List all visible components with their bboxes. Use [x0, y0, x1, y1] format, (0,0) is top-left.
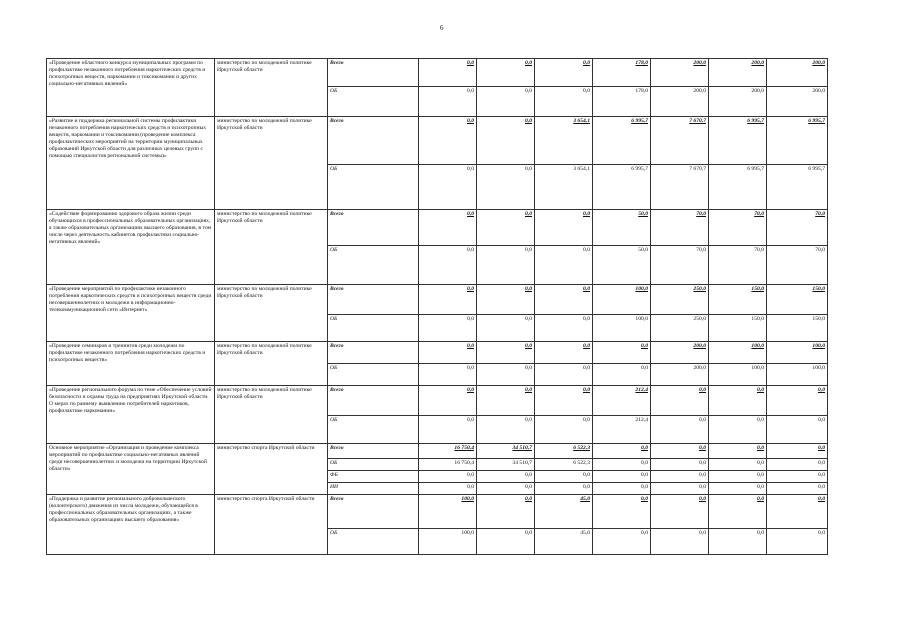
amount-cell: 0,0	[651, 495, 709, 529]
amount-cell: 150,0	[767, 315, 828, 342]
amount-cell: 0,0	[709, 495, 767, 529]
activity-name: «Проведение мероприятий по профилактике незаконного потребления наркотических средств и психотропных веществ среди несовершеннолетних и молодежи в информационно-телекоммуникационной сети «Интернет»	[47, 285, 215, 342]
amount-cell: 100,0	[593, 285, 651, 315]
amount-cell: 0,0	[477, 87, 535, 117]
amount-cell: 34 510,7	[477, 444, 535, 459]
funding-source: Всего	[328, 495, 419, 529]
amount-cell: 0,0	[709, 529, 767, 555]
activity-name: Основное мероприятие «Организация и проведение комплекса мероприятий по профилактике социально-негативных явлений среди несовершеннолетних и молодежи на территории Иркутской области»	[47, 444, 215, 495]
activity-name: «Развитие и поддержка региональной системы профилактики незаконного потребления наркотических средств и психотропных веществ, наркомании и токсикомании (проведение комплекса профилактических мероприятий на территории муниципальных образований Иркутской области для различных целевых групп с помощью специалистов региональной системы)»	[47, 117, 215, 210]
table-row	[47, 117, 828, 165]
amount-cell: 0,0	[593, 459, 651, 471]
amount-cell: 0,0	[477, 285, 535, 315]
amount-cell: 200,0	[709, 59, 767, 87]
amount-cell: 0,0	[767, 416, 828, 444]
funding-source: ОБ	[328, 529, 419, 555]
amount-cell: 0,0	[767, 495, 828, 529]
amount-cell: 0,0	[477, 416, 535, 444]
table-row	[47, 495, 828, 529]
amount-cell: 45,0	[535, 495, 593, 529]
amount-cell: 0,0	[419, 471, 477, 483]
amount-cell: 0,0	[477, 165, 535, 210]
amount-cell: 0,0	[477, 495, 535, 529]
amount-cell: 0,0	[477, 210, 535, 246]
executor-cell: министерство по молодежной политике Иркутской области	[215, 210, 328, 285]
funding-source: ОБ	[328, 416, 419, 444]
amount-cell: 0,0	[477, 315, 535, 342]
amount-cell: 250,0	[651, 315, 709, 342]
activity-name: «Проведение регионального форума по теме «Обеспечение условий безопасности и охраны труда на предприятиях Иркутской области. О мерах по раннему выявлению потребителей наркотиков, профилактике наркомании»	[47, 386, 215, 444]
executor-cell: министерство по молодежной политике Иркутской области	[215, 342, 328, 386]
amount-cell: 0,0	[535, 416, 593, 444]
funding-source: Всего	[328, 117, 419, 165]
activity-name: «Проведение семинаров и тренингов среди молодежи по профилактике незаконного потребления наркотических средств и психотропных веществ»	[47, 342, 215, 386]
amount-cell: 34 510,7	[477, 459, 535, 471]
executor-cell: министерство спорта Иркутской области	[215, 495, 328, 555]
budget-table	[46, 58, 828, 555]
amount-cell: 0,0	[535, 483, 593, 495]
amount-cell: 0,0	[477, 471, 535, 483]
amount-cell: 0,0	[477, 386, 535, 416]
amount-cell: 200,0	[651, 87, 709, 117]
amount-cell: 0,0	[535, 285, 593, 315]
amount-cell: 7 670,7	[651, 165, 709, 210]
funding-source: ОБ	[328, 246, 419, 285]
amount-cell: 70,0	[767, 246, 828, 285]
amount-cell: 70,0	[767, 210, 828, 246]
amount-cell: 0,0	[709, 386, 767, 416]
amount-cell: 178,0	[593, 59, 651, 87]
amount-cell: 100,0	[767, 342, 828, 364]
table-row	[47, 342, 828, 364]
funding-source: Всего	[328, 285, 419, 315]
amount-cell: 16 750,4	[419, 444, 477, 459]
amount-cell: 0,0	[593, 495, 651, 529]
amount-cell: 0,0	[709, 483, 767, 495]
amount-cell: 150,0	[709, 285, 767, 315]
amount-cell: 0,0	[593, 483, 651, 495]
funding-source: Всего	[328, 386, 419, 416]
amount-cell: 6 995,7	[767, 165, 828, 210]
amount-cell: 0,0	[419, 483, 477, 495]
activity-name: «Поддержка и развитие регионального добровольческого (волонтерского) движения из числа молодежи, обучающейся в профессиональных образовательных организациях, а также образовательных организациях высшего образования»	[47, 495, 215, 555]
amount-cell: 0,0	[593, 471, 651, 483]
amount-cell: 0,0	[419, 165, 477, 210]
amount-cell: 212,4	[593, 416, 651, 444]
amount-cell: 0,0	[419, 416, 477, 444]
amount-cell: 50,0	[593, 210, 651, 246]
amount-cell: 0,0	[651, 444, 709, 459]
amount-cell: 50,0	[593, 246, 651, 285]
amount-cell: 200,0	[651, 342, 709, 364]
amount-cell: 0,0	[709, 444, 767, 459]
amount-cell: 0,0	[477, 246, 535, 285]
amount-cell: 70,0	[709, 246, 767, 285]
amount-cell: 178,0	[593, 87, 651, 117]
executor-cell: министерство по молодежной политике Иркутской области	[215, 117, 328, 210]
table-row	[47, 210, 828, 246]
amount-cell: 0,0	[651, 386, 709, 416]
executor-cell: министерство по молодежной политике Иркутской области	[215, 59, 328, 117]
funding-source: Всего	[328, 210, 419, 246]
funding-source: ОБ	[328, 165, 419, 210]
amount-cell: 6 995,7	[709, 165, 767, 210]
amount-cell: 200,0	[651, 59, 709, 87]
amount-cell: 0,0	[477, 529, 535, 555]
amount-cell: 6 522,3	[535, 444, 593, 459]
funding-source: ОБ	[328, 87, 419, 117]
amount-cell: 212,4	[593, 386, 651, 416]
funding-source: ОБ	[328, 459, 419, 471]
amount-cell: 0,0	[535, 471, 593, 483]
amount-cell: 100,0	[419, 529, 477, 555]
amount-cell: 6 995,7	[593, 165, 651, 210]
amount-cell: 0,0	[535, 87, 593, 117]
amount-cell: 3 654,1	[535, 117, 593, 165]
amount-cell: 70,0	[709, 210, 767, 246]
amount-cell: 0,0	[651, 529, 709, 555]
table-row	[47, 285, 828, 315]
table-row	[47, 386, 828, 416]
amount-cell: 0,0	[477, 342, 535, 364]
executor-cell: министерство спорта Иркутской области	[215, 444, 328, 495]
amount-cell: 100,0	[419, 495, 477, 529]
amount-cell: 6 995,7	[593, 117, 651, 165]
amount-cell: 150,0	[767, 285, 828, 315]
funding-source: Всего	[328, 444, 419, 459]
amount-cell: 150,0	[709, 315, 767, 342]
amount-cell: 100,0	[767, 364, 828, 386]
amount-cell: 100,0	[709, 364, 767, 386]
executor-cell: министерство по молодежной политике Иркутской области	[215, 386, 328, 444]
funding-source: Всего	[328, 59, 419, 87]
amount-cell: 7 670,7	[651, 117, 709, 165]
amount-cell: 70,0	[651, 246, 709, 285]
amount-cell: 0,0	[419, 285, 477, 315]
amount-cell: 0,0	[419, 364, 477, 386]
amount-cell: 0,0	[535, 59, 593, 87]
amount-cell: 0,0	[651, 416, 709, 444]
amount-cell: 0,0	[419, 210, 477, 246]
amount-cell: 0,0	[651, 483, 709, 495]
amount-cell: 0,0	[535, 342, 593, 364]
amount-cell: 0,0	[767, 471, 828, 483]
amount-cell: 0,0	[535, 315, 593, 342]
amount-cell: 200,0	[767, 87, 828, 117]
funding-source: ИИ	[328, 483, 419, 495]
table-row	[47, 59, 828, 87]
activity-name: «Содействие формированию здорового образа жизни среди обучающихся в профессиональных образовательных организациях, а также образовательных организациях высшего образования, в том числе через деятельность кабинетов профилактики социально-негативных явлений»	[47, 210, 215, 285]
amount-cell: 0,0	[651, 459, 709, 471]
amount-cell: 0,0	[419, 59, 477, 87]
amount-cell: 0,0	[535, 386, 593, 416]
funding-source: ОБ	[328, 315, 419, 342]
amount-cell: 0,0	[477, 59, 535, 87]
activity-name: «Проведение областного конкурса муниципальных программ по профилактике незаконного потребления наркотических средств и психотропных веществ, наркомании и токсикомании и других социально-негативных явлений»	[47, 59, 215, 117]
amount-cell: 6 522,3	[535, 459, 593, 471]
amount-cell: 0,0	[477, 364, 535, 386]
amount-cell: 0,0	[767, 459, 828, 471]
amount-cell: 0,0	[709, 416, 767, 444]
amount-cell: 0,0	[419, 87, 477, 117]
amount-cell: 0,0	[709, 471, 767, 483]
amount-cell: 0,0	[419, 386, 477, 416]
amount-cell: 200,0	[767, 59, 828, 87]
amount-cell: 0,0	[419, 117, 477, 165]
amount-cell: 250,0	[651, 285, 709, 315]
amount-cell: 6 995,7	[767, 117, 828, 165]
amount-cell: 0,0	[419, 246, 477, 285]
amount-cell: 0,0	[593, 364, 651, 386]
table-row	[47, 444, 828, 459]
amount-cell: 200,0	[651, 364, 709, 386]
amount-cell: 0,0	[419, 342, 477, 364]
amount-cell: 0,0	[767, 386, 828, 416]
amount-cell: 45,0	[535, 529, 593, 555]
amount-cell: 0,0	[535, 364, 593, 386]
amount-cell: 0,0	[477, 483, 535, 495]
amount-cell: 100,0	[709, 342, 767, 364]
funding-source: ОБ	[328, 364, 419, 386]
amount-cell: 0,0	[593, 529, 651, 555]
amount-cell: 0,0	[477, 117, 535, 165]
amount-cell: 0,0	[651, 471, 709, 483]
amount-cell: 0,0	[535, 246, 593, 285]
amount-cell: 3 654,1	[535, 165, 593, 210]
amount-cell: 200,0	[709, 87, 767, 117]
amount-cell: 0,0	[535, 210, 593, 246]
page-number: 6	[440, 24, 444, 32]
funding-source: Всего	[328, 342, 419, 364]
amount-cell: 6 995,7	[709, 117, 767, 165]
amount-cell: 0,0	[419, 315, 477, 342]
executor-cell: министерство по молодежной политике Иркутской области	[215, 285, 328, 342]
amount-cell: 16 750,4	[419, 459, 477, 471]
amount-cell: 0,0	[709, 459, 767, 471]
amount-cell: 0,0	[593, 342, 651, 364]
amount-cell: 0,0	[593, 444, 651, 459]
amount-cell: 100,0	[593, 315, 651, 342]
amount-cell: 0,0	[767, 444, 828, 459]
funding-source: ФБ	[328, 471, 419, 483]
amount-cell: 0,0	[767, 529, 828, 555]
amount-cell: 0,0	[767, 483, 828, 495]
amount-cell: 70,0	[651, 210, 709, 246]
